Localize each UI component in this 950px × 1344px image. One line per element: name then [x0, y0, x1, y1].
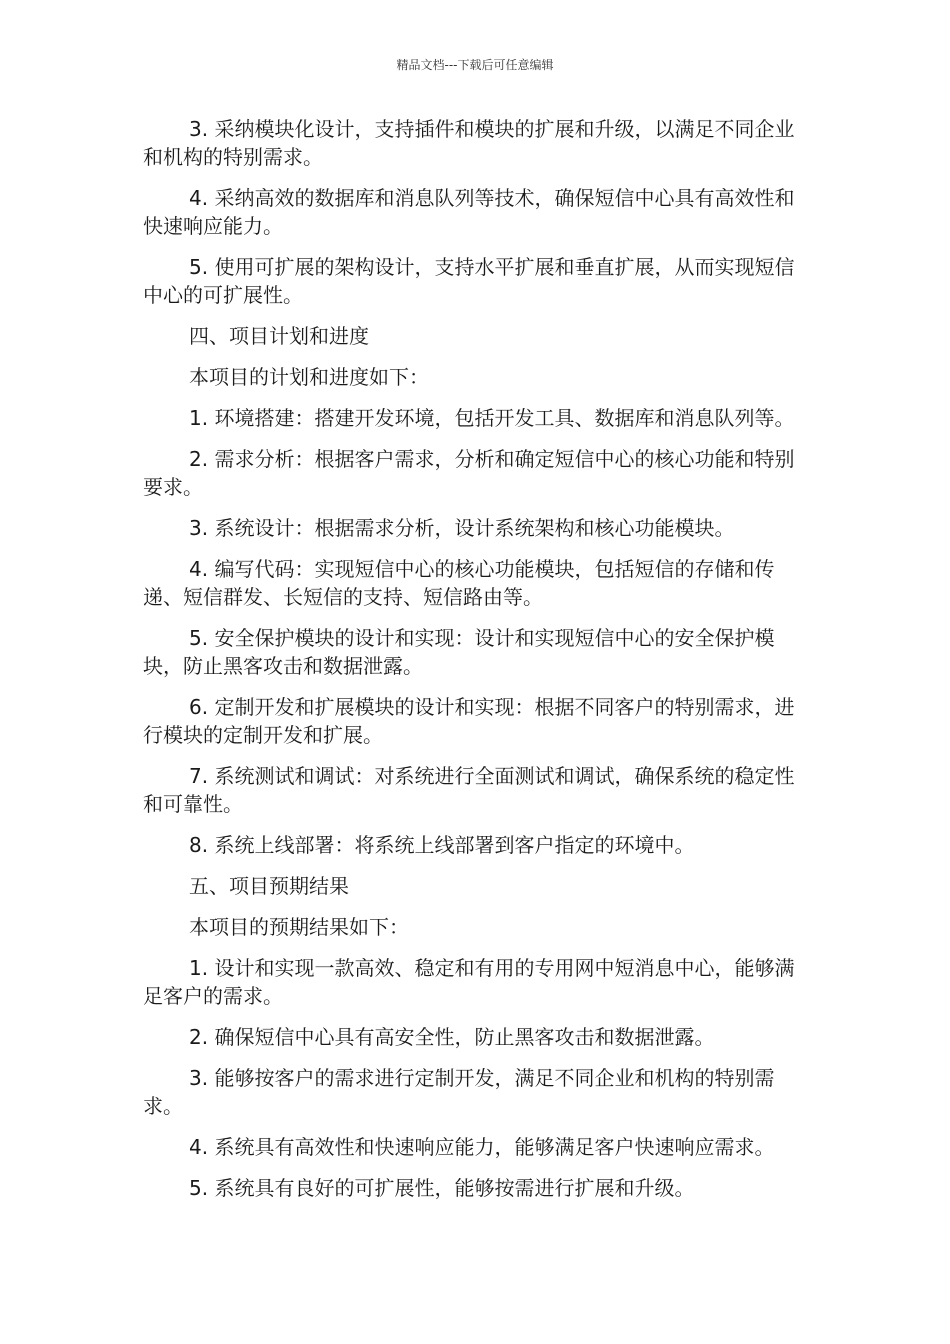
- result-item-secure: 2. 确保短信中心具有高安全性，防止黑客攻击和数据泄露。: [189, 1025, 715, 1049]
- plan-item-deployment: 8. 系统上线部署：将系统上线部署到客户指定的环境中。: [189, 833, 695, 857]
- result-item-efficient: 1. 设计和实现一款高效、稳定和有用的专用网中短消息中心，能够满足客户的需求。: [143, 956, 795, 1008]
- paragraph-design-modular: 3. 采纳模块化设计，支持插件和模块的扩展和升级，以满足不同企业和机构的特别需求。: [143, 117, 795, 169]
- result-item-customizable: 3. 能够按客户的需求进行定制开发，满足不同企业和机构的特别需求。: [143, 1066, 775, 1118]
- document-body: [143, 115, 807, 1215]
- paragraph-design-database: 4. 采纳高效的数据库和消息队列等技术，确保短信中心具有高效性和快速响应能力。: [143, 186, 795, 238]
- result-item-extensible: 5. 系统具有良好的可扩展性，能够按需进行扩展和升级。: [189, 1176, 695, 1200]
- plan-item-system-design: 3. 系统设计：根据需求分析，设计系统架构和核心功能模块。: [189, 516, 735, 540]
- plan-item-requirements: 2. 需求分析：根据客户需求，分析和确定短信中心的核心功能和特别要求。: [143, 447, 795, 499]
- plan-item-environment: 1. 环境搭建：搭建开发环境，包括开发工具、数据库和消息队列等。: [189, 406, 795, 430]
- paragraph-design-scalable: 5. 使用可扩展的架构设计，支持水平扩展和垂直扩展，从而实现短信中心的可扩展性。: [143, 255, 795, 307]
- section-heading-plan: 四、项目计划和进度: [189, 324, 369, 348]
- section-heading-results: 五、项目预期结果: [189, 874, 349, 898]
- page-header: 精品文档---下载后可任意编辑: [396, 58, 554, 72]
- plan-item-customization: 6. 定制开发和扩展模块的设计和实现：根据不同客户的特别需求，进行模块的定制开发和扩展。: [143, 695, 795, 747]
- result-item-responsive: 4. 系统具有高效性和快速响应能力，能够满足客户快速响应需求。: [189, 1135, 775, 1159]
- paragraph-plan-intro: 本项目的计划和进度如下：: [189, 365, 429, 389]
- plan-item-coding: 4. 编写代码：实现短信中心的核心功能模块，包括短信的存储和传递、短信群发、长短信的支持、短信路由等。: [143, 557, 775, 609]
- paragraph-results-intro: 本项目的预期结果如下：: [189, 915, 409, 939]
- plan-item-security: 5. 安全保护模块的设计和实现：设计和实现短信中心的安全保护模块，防止黑客攻击和数据泄露。: [143, 626, 775, 678]
- plan-item-testing: 7. 系统测试和调试：对系统进行全面测试和调试，确保系统的稳定性和可靠性。: [143, 764, 795, 816]
